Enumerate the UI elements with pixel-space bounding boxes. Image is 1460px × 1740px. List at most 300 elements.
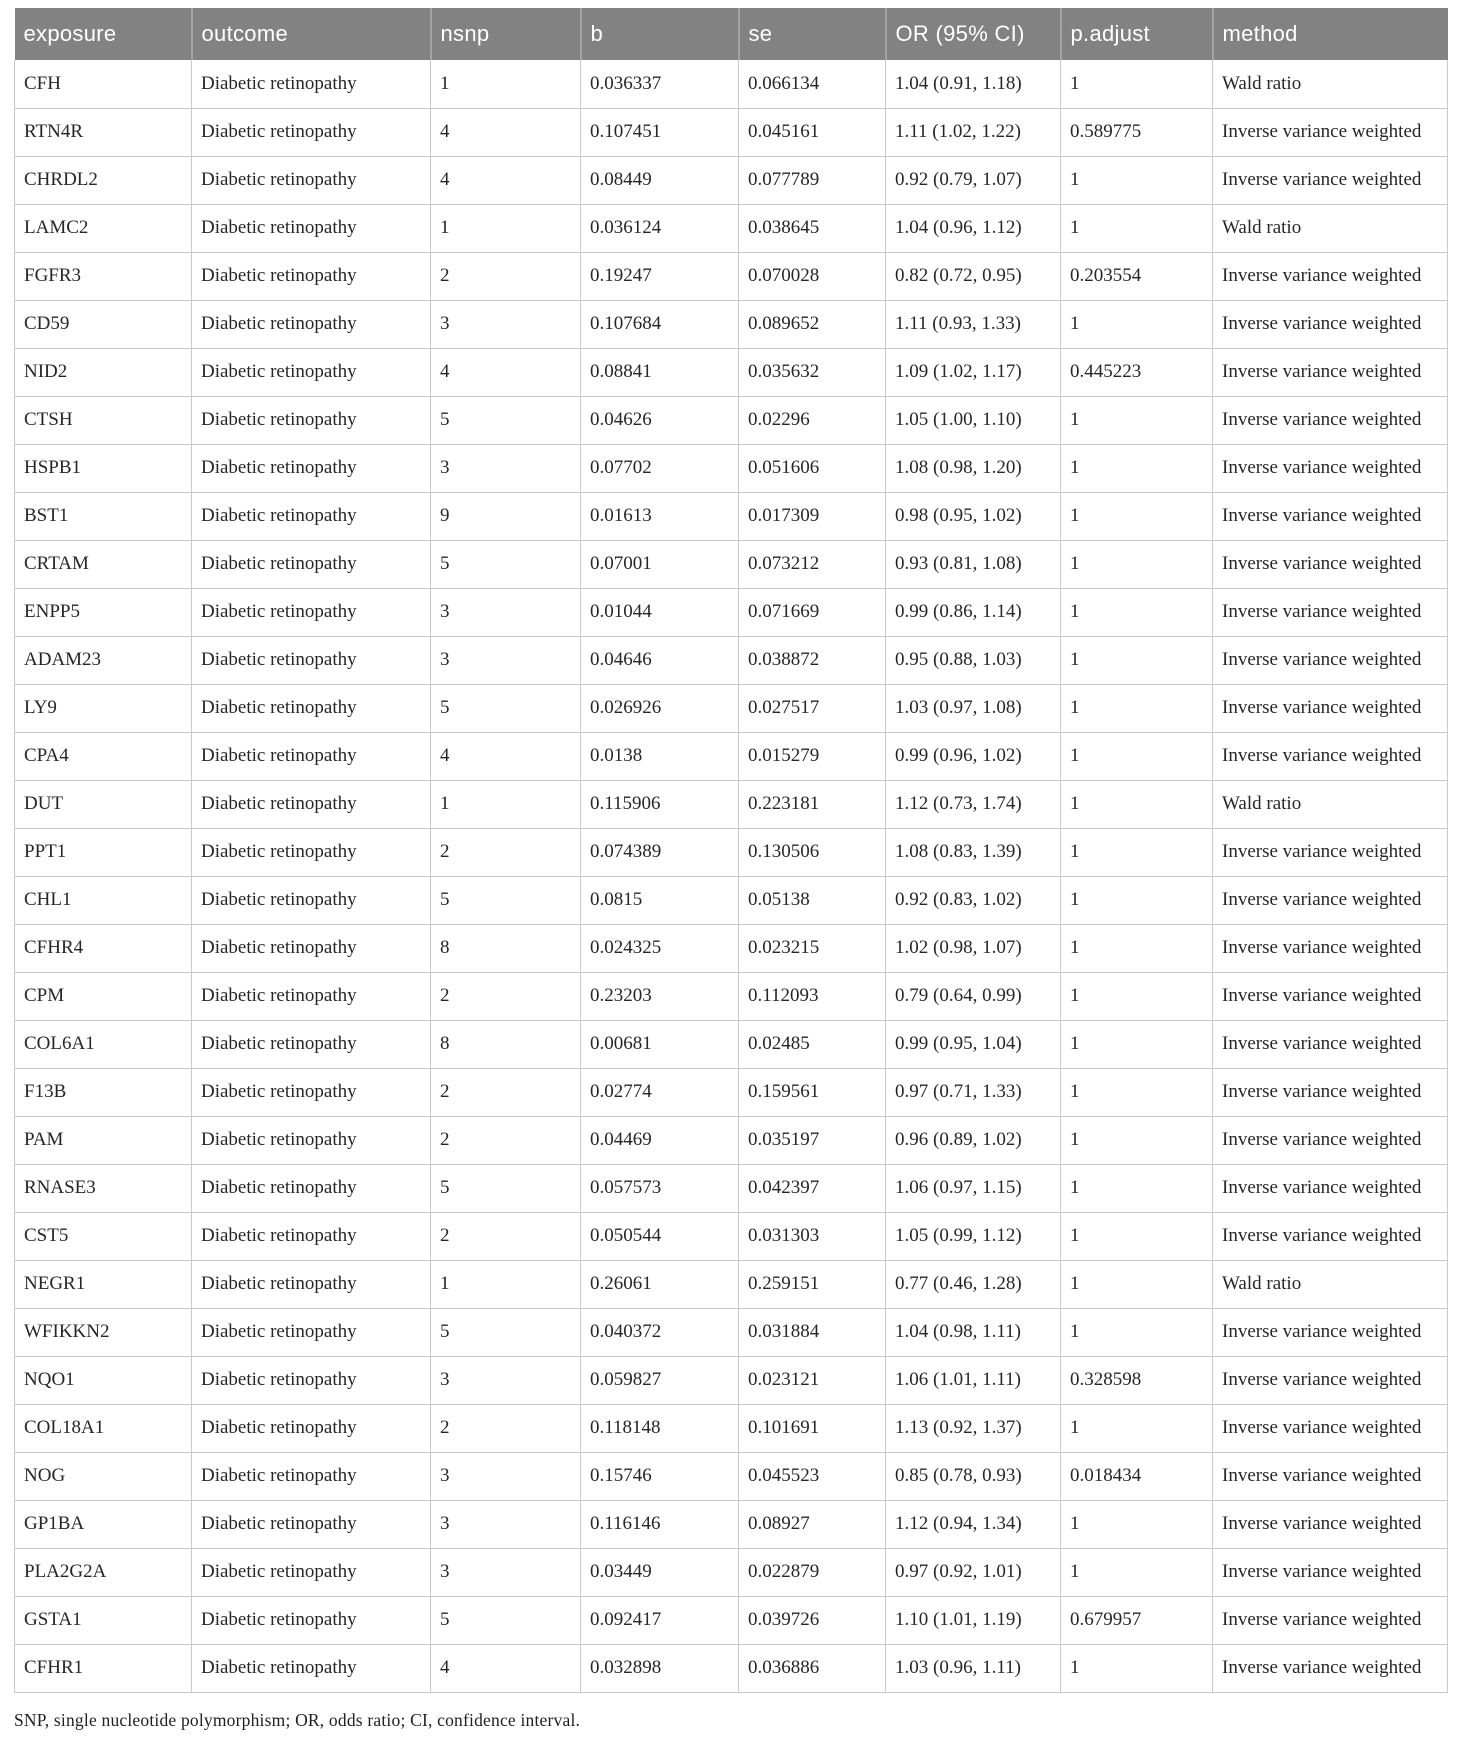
cell-method: Inverse variance weighted: [1213, 492, 1448, 540]
cell-nsnp: 1: [431, 780, 581, 828]
cell-se: 0.05138: [739, 876, 886, 924]
table-row: [15, 252, 1448, 300]
cell-p-adjust: 1: [1061, 60, 1213, 108]
cell-exposure: COL6A1: [15, 1020, 192, 1068]
cell-exposure: BST1: [15, 492, 192, 540]
cell-nsnp: 2: [431, 1404, 581, 1452]
table-row: [15, 1068, 1448, 1116]
cell-nsnp: 3: [431, 1548, 581, 1596]
cell-p-adjust: 1: [1061, 492, 1213, 540]
cell-b: 0.04626: [581, 396, 739, 444]
cell-method: Inverse variance weighted: [1213, 1644, 1448, 1692]
cell-method: Inverse variance weighted: [1213, 828, 1448, 876]
cell-method: Inverse variance weighted: [1213, 1212, 1448, 1260]
cell-method: Inverse variance weighted: [1213, 924, 1448, 972]
cell-nsnp: 4: [431, 348, 581, 396]
table-row: [15, 684, 1448, 732]
cell-p-adjust: 0.203554: [1061, 252, 1213, 300]
cell-nsnp: 3: [431, 300, 581, 348]
cell-method: Inverse variance weighted: [1213, 588, 1448, 636]
cell-p-adjust: 1: [1061, 1164, 1213, 1212]
cell-outcome: Diabetic retinopathy: [192, 204, 431, 252]
cell-or-ci: 0.99 (0.96, 1.02): [886, 732, 1061, 780]
cell-b: 0.116146: [581, 1500, 739, 1548]
cell-outcome: Diabetic retinopathy: [192, 1020, 431, 1068]
cell-nsnp: 1: [431, 204, 581, 252]
cell-p-adjust: 1: [1061, 300, 1213, 348]
cell-or-ci: 0.79 (0.64, 0.99): [886, 972, 1061, 1020]
cell-or-ci: 1.11 (1.02, 1.22): [886, 108, 1061, 156]
cell-b: 0.07001: [581, 540, 739, 588]
cell-exposure: GSTA1: [15, 1596, 192, 1644]
cell-outcome: Diabetic retinopathy: [192, 828, 431, 876]
table-row: [15, 492, 1448, 540]
cell-p-adjust: 1: [1061, 876, 1213, 924]
cell-outcome: Diabetic retinopathy: [192, 1500, 431, 1548]
column-header-method: method: [1213, 8, 1448, 60]
cell-b: 0.04469: [581, 1116, 739, 1164]
cell-exposure: CHL1: [15, 876, 192, 924]
cell-b: 0.01044: [581, 588, 739, 636]
cell-outcome: Diabetic retinopathy: [192, 1596, 431, 1644]
cell-method: Inverse variance weighted: [1213, 1500, 1448, 1548]
cell-p-adjust: 0.328598: [1061, 1356, 1213, 1404]
table-row: [15, 444, 1448, 492]
cell-exposure: GP1BA: [15, 1500, 192, 1548]
cell-exposure: CTSH: [15, 396, 192, 444]
cell-exposure: PAM: [15, 1116, 192, 1164]
cell-p-adjust: 0.679957: [1061, 1596, 1213, 1644]
cell-b: 0.15746: [581, 1452, 739, 1500]
cell-b: 0.118148: [581, 1404, 739, 1452]
column-header-b: b: [581, 8, 739, 60]
table-row: [15, 1404, 1448, 1452]
cell-or-ci: 1.08 (0.98, 1.20): [886, 444, 1061, 492]
cell-p-adjust: 1: [1061, 828, 1213, 876]
cell-b: 0.26061: [581, 1260, 739, 1308]
cell-nsnp: 5: [431, 396, 581, 444]
cell-exposure: WFIKKN2: [15, 1308, 192, 1356]
cell-or-ci: 0.77 (0.46, 1.28): [886, 1260, 1061, 1308]
cell-method: Inverse variance weighted: [1213, 1548, 1448, 1596]
table-row: [15, 972, 1448, 1020]
cell-p-adjust: 1: [1061, 444, 1213, 492]
cell-method: Inverse variance weighted: [1213, 1596, 1448, 1644]
cell-or-ci: 0.93 (0.81, 1.08): [886, 540, 1061, 588]
cell-outcome: Diabetic retinopathy: [192, 156, 431, 204]
table-row: [15, 156, 1448, 204]
table-row: [15, 588, 1448, 636]
table-row: [15, 300, 1448, 348]
cell-nsnp: 2: [431, 1212, 581, 1260]
cell-se: 0.070028: [739, 252, 886, 300]
cell-se: 0.038645: [739, 204, 886, 252]
column-header-exposure: exposure: [15, 8, 192, 60]
cell-method: Wald ratio: [1213, 1260, 1448, 1308]
cell-exposure: CPA4: [15, 732, 192, 780]
cell-exposure: CFHR4: [15, 924, 192, 972]
cell-p-adjust: 1: [1061, 1404, 1213, 1452]
cell-exposure: PLA2G2A: [15, 1548, 192, 1596]
cell-se: 0.039726: [739, 1596, 886, 1644]
cell-exposure: CFHR1: [15, 1644, 192, 1692]
cell-or-ci: 1.11 (0.93, 1.33): [886, 300, 1061, 348]
cell-nsnp: 9: [431, 492, 581, 540]
cell-se: 0.022879: [739, 1548, 886, 1596]
column-header-se: se: [739, 8, 886, 60]
cell-p-adjust: 0.445223: [1061, 348, 1213, 396]
cell-se: 0.035197: [739, 1116, 886, 1164]
results-table-container: [14, 8, 1447, 1693]
cell-or-ci: 0.82 (0.72, 0.95): [886, 252, 1061, 300]
cell-se: 0.08927: [739, 1500, 886, 1548]
cell-exposure: DUT: [15, 780, 192, 828]
column-header-outcome: outcome: [192, 8, 431, 60]
cell-method: Inverse variance weighted: [1213, 444, 1448, 492]
cell-method: Inverse variance weighted: [1213, 1404, 1448, 1452]
cell-nsnp: 8: [431, 1020, 581, 1068]
cell-exposure: RNASE3: [15, 1164, 192, 1212]
cell-p-adjust: 1: [1061, 204, 1213, 252]
cell-method: Inverse variance weighted: [1213, 108, 1448, 156]
cell-se: 0.077789: [739, 156, 886, 204]
cell-or-ci: 1.05 (1.00, 1.10): [886, 396, 1061, 444]
cell-p-adjust: 1: [1061, 156, 1213, 204]
table-row: [15, 1500, 1448, 1548]
cell-outcome: Diabetic retinopathy: [192, 1164, 431, 1212]
cell-outcome: Diabetic retinopathy: [192, 348, 431, 396]
cell-outcome: Diabetic retinopathy: [192, 540, 431, 588]
cell-outcome: Diabetic retinopathy: [192, 1308, 431, 1356]
cell-nsnp: 3: [431, 1500, 581, 1548]
cell-se: 0.023121: [739, 1356, 886, 1404]
cell-or-ci: 0.95 (0.88, 1.03): [886, 636, 1061, 684]
cell-outcome: Diabetic retinopathy: [192, 588, 431, 636]
cell-b: 0.024325: [581, 924, 739, 972]
cell-se: 0.027517: [739, 684, 886, 732]
cell-outcome: Diabetic retinopathy: [192, 1452, 431, 1500]
cell-b: 0.00681: [581, 1020, 739, 1068]
cell-or-ci: 1.06 (0.97, 1.15): [886, 1164, 1061, 1212]
cell-se: 0.259151: [739, 1260, 886, 1308]
cell-se: 0.045523: [739, 1452, 886, 1500]
cell-nsnp: 1: [431, 1260, 581, 1308]
cell-or-ci: 1.12 (0.73, 1.74): [886, 780, 1061, 828]
cell-p-adjust: 0.018434: [1061, 1452, 1213, 1500]
cell-or-ci: 0.98 (0.95, 1.02): [886, 492, 1061, 540]
cell-or-ci: 1.02 (0.98, 1.07): [886, 924, 1061, 972]
cell-se: 0.036886: [739, 1644, 886, 1692]
cell-p-adjust: 1: [1061, 780, 1213, 828]
cell-method: Inverse variance weighted: [1213, 1020, 1448, 1068]
cell-outcome: Diabetic retinopathy: [192, 1356, 431, 1404]
cell-or-ci: 0.99 (0.86, 1.14): [886, 588, 1061, 636]
cell-b: 0.02774: [581, 1068, 739, 1116]
cell-method: Inverse variance weighted: [1213, 1116, 1448, 1164]
mr-results-table: [14, 8, 1448, 1693]
cell-or-ci: 0.85 (0.78, 0.93): [886, 1452, 1061, 1500]
cell-exposure: CRTAM: [15, 540, 192, 588]
cell-p-adjust: 0.589775: [1061, 108, 1213, 156]
cell-exposure: LY9: [15, 684, 192, 732]
cell-b: 0.026926: [581, 684, 739, 732]
cell-p-adjust: 1: [1061, 1308, 1213, 1356]
cell-outcome: Diabetic retinopathy: [192, 1644, 431, 1692]
cell-b: 0.107451: [581, 108, 739, 156]
cell-outcome: Diabetic retinopathy: [192, 60, 431, 108]
cell-exposure: NQO1: [15, 1356, 192, 1404]
cell-outcome: Diabetic retinopathy: [192, 636, 431, 684]
cell-exposure: HSPB1: [15, 444, 192, 492]
cell-b: 0.059827: [581, 1356, 739, 1404]
cell-nsnp: 4: [431, 732, 581, 780]
cell-or-ci: 1.04 (0.98, 1.11): [886, 1308, 1061, 1356]
cell-b: 0.0138: [581, 732, 739, 780]
cell-or-ci: 1.13 (0.92, 1.37): [886, 1404, 1061, 1452]
cell-method: Inverse variance weighted: [1213, 540, 1448, 588]
cell-p-adjust: 1: [1061, 1548, 1213, 1596]
cell-se: 0.042397: [739, 1164, 886, 1212]
cell-outcome: Diabetic retinopathy: [192, 1260, 431, 1308]
cell-outcome: Diabetic retinopathy: [192, 1548, 431, 1596]
cell-or-ci: 1.10 (1.01, 1.19): [886, 1596, 1061, 1644]
cell-method: Inverse variance weighted: [1213, 684, 1448, 732]
cell-or-ci: 1.03 (0.96, 1.11): [886, 1644, 1061, 1692]
cell-exposure: NOG: [15, 1452, 192, 1500]
cell-b: 0.01613: [581, 492, 739, 540]
cell-b: 0.074389: [581, 828, 739, 876]
column-header-or-ci: OR (95% CI): [886, 8, 1061, 60]
cell-nsnp: 3: [431, 1356, 581, 1404]
cell-nsnp: 2: [431, 1116, 581, 1164]
cell-se: 0.02296: [739, 396, 886, 444]
cell-outcome: Diabetic retinopathy: [192, 108, 431, 156]
cell-nsnp: 5: [431, 684, 581, 732]
cell-nsnp: 5: [431, 540, 581, 588]
cell-se: 0.031303: [739, 1212, 886, 1260]
cell-exposure: CST5: [15, 1212, 192, 1260]
cell-b: 0.040372: [581, 1308, 739, 1356]
cell-method: Inverse variance weighted: [1213, 396, 1448, 444]
table-row: [15, 348, 1448, 396]
cell-b: 0.08449: [581, 156, 739, 204]
cell-p-adjust: 1: [1061, 1212, 1213, 1260]
cell-outcome: Diabetic retinopathy: [192, 444, 431, 492]
cell-b: 0.036337: [581, 60, 739, 108]
cell-b: 0.0815: [581, 876, 739, 924]
cell-se: 0.017309: [739, 492, 886, 540]
cell-b: 0.19247: [581, 252, 739, 300]
cell-nsnp: 5: [431, 876, 581, 924]
table-row: [15, 1020, 1448, 1068]
cell-exposure: F13B: [15, 1068, 192, 1116]
cell-exposure: NID2: [15, 348, 192, 396]
cell-exposure: RTN4R: [15, 108, 192, 156]
cell-exposure: ENPP5: [15, 588, 192, 636]
cell-b: 0.032898: [581, 1644, 739, 1692]
cell-se: 0.066134: [739, 60, 886, 108]
cell-nsnp: 8: [431, 924, 581, 972]
cell-se: 0.023215: [739, 924, 886, 972]
cell-or-ci: 0.97 (0.92, 1.01): [886, 1548, 1061, 1596]
cell-or-ci: 1.04 (0.96, 1.12): [886, 204, 1061, 252]
cell-p-adjust: 1: [1061, 1116, 1213, 1164]
cell-se: 0.015279: [739, 732, 886, 780]
table-row: [15, 1596, 1448, 1644]
cell-exposure: PPT1: [15, 828, 192, 876]
cell-method: Inverse variance weighted: [1213, 1356, 1448, 1404]
table-row: [15, 108, 1448, 156]
cell-outcome: Diabetic retinopathy: [192, 924, 431, 972]
cell-method: Inverse variance weighted: [1213, 348, 1448, 396]
cell-p-adjust: 1: [1061, 924, 1213, 972]
cell-exposure: LAMC2: [15, 204, 192, 252]
cell-method: Inverse variance weighted: [1213, 1068, 1448, 1116]
cell-outcome: Diabetic retinopathy: [192, 252, 431, 300]
cell-method: Inverse variance weighted: [1213, 636, 1448, 684]
cell-nsnp: 3: [431, 1452, 581, 1500]
cell-method: Wald ratio: [1213, 204, 1448, 252]
cell-nsnp: 2: [431, 828, 581, 876]
cell-exposure: ADAM23: [15, 636, 192, 684]
cell-method: Inverse variance weighted: [1213, 1164, 1448, 1212]
cell-nsnp: 5: [431, 1308, 581, 1356]
cell-outcome: Diabetic retinopathy: [192, 732, 431, 780]
cell-nsnp: 5: [431, 1164, 581, 1212]
cell-nsnp: 5: [431, 1596, 581, 1644]
cell-method: Inverse variance weighted: [1213, 1308, 1448, 1356]
cell-or-ci: 1.09 (1.02, 1.17): [886, 348, 1061, 396]
cell-p-adjust: 1: [1061, 636, 1213, 684]
table-body: [15, 60, 1448, 1692]
cell-p-adjust: 1: [1061, 1260, 1213, 1308]
table-row: [15, 60, 1448, 108]
cell-b: 0.107684: [581, 300, 739, 348]
cell-or-ci: 1.06 (1.01, 1.11): [886, 1356, 1061, 1404]
table-row: [15, 1644, 1448, 1692]
cell-or-ci: 1.03 (0.97, 1.08): [886, 684, 1061, 732]
cell-p-adjust: 1: [1061, 972, 1213, 1020]
table-row: [15, 1356, 1448, 1404]
cell-b: 0.03449: [581, 1548, 739, 1596]
column-header-p-adjust: p.adjust: [1061, 8, 1213, 60]
cell-p-adjust: 1: [1061, 1644, 1213, 1692]
table-row: [15, 876, 1448, 924]
table-row: [15, 1548, 1448, 1596]
cell-se: 0.031884: [739, 1308, 886, 1356]
cell-p-adjust: 1: [1061, 1068, 1213, 1116]
table-row: [15, 1164, 1448, 1212]
cell-se: 0.112093: [739, 972, 886, 1020]
cell-or-ci: 0.99 (0.95, 1.04): [886, 1020, 1061, 1068]
cell-outcome: Diabetic retinopathy: [192, 876, 431, 924]
cell-outcome: Diabetic retinopathy: [192, 684, 431, 732]
table-footnote: SNP, single nucleotide polymorphism; OR, odds ratio; CI, confidence interval.: [14, 1710, 581, 1730]
table-row: [15, 1212, 1448, 1260]
cell-nsnp: 2: [431, 252, 581, 300]
table-row: [15, 540, 1448, 588]
cell-se: 0.223181: [739, 780, 886, 828]
cell-p-adjust: 1: [1061, 1500, 1213, 1548]
table-row: [15, 1308, 1448, 1356]
cell-se: 0.073212: [739, 540, 886, 588]
cell-exposure: FGFR3: [15, 252, 192, 300]
cell-outcome: Diabetic retinopathy: [192, 1116, 431, 1164]
cell-p-adjust: 1: [1061, 396, 1213, 444]
cell-outcome: Diabetic retinopathy: [192, 492, 431, 540]
table-row: [15, 396, 1448, 444]
cell-p-adjust: 1: [1061, 732, 1213, 780]
cell-or-ci: 0.92 (0.83, 1.02): [886, 876, 1061, 924]
cell-nsnp: 4: [431, 156, 581, 204]
cell-method: Inverse variance weighted: [1213, 300, 1448, 348]
cell-se: 0.159561: [739, 1068, 886, 1116]
table-row: [15, 636, 1448, 684]
cell-nsnp: 2: [431, 972, 581, 1020]
header-row: [15, 8, 1448, 60]
cell-se: 0.035632: [739, 348, 886, 396]
cell-outcome: Diabetic retinopathy: [192, 1404, 431, 1452]
cell-method: Inverse variance weighted: [1213, 156, 1448, 204]
table-row: [15, 780, 1448, 828]
table-row: [15, 1260, 1448, 1308]
cell-se: 0.089652: [739, 300, 886, 348]
cell-p-adjust: 1: [1061, 540, 1213, 588]
cell-or-ci: 0.97 (0.71, 1.33): [886, 1068, 1061, 1116]
cell-p-adjust: 1: [1061, 1020, 1213, 1068]
table-row: [15, 924, 1448, 972]
cell-nsnp: 3: [431, 444, 581, 492]
cell-p-adjust: 1: [1061, 588, 1213, 636]
cell-nsnp: 4: [431, 108, 581, 156]
cell-b: 0.036124: [581, 204, 739, 252]
cell-nsnp: 3: [431, 588, 581, 636]
cell-method: Inverse variance weighted: [1213, 876, 1448, 924]
cell-nsnp: 3: [431, 636, 581, 684]
table-row: [15, 1452, 1448, 1500]
cell-or-ci: 1.05 (0.99, 1.12): [886, 1212, 1061, 1260]
cell-outcome: Diabetic retinopathy: [192, 396, 431, 444]
cell-b: 0.092417: [581, 1596, 739, 1644]
cell-or-ci: 1.04 (0.91, 1.18): [886, 60, 1061, 108]
cell-se: 0.051606: [739, 444, 886, 492]
cell-b: 0.050544: [581, 1212, 739, 1260]
table-row: [15, 732, 1448, 780]
cell-exposure: CD59: [15, 300, 192, 348]
cell-nsnp: 4: [431, 1644, 581, 1692]
cell-b: 0.057573: [581, 1164, 739, 1212]
table-row: [15, 1116, 1448, 1164]
table-header: [15, 8, 1448, 60]
cell-se: 0.101691: [739, 1404, 886, 1452]
cell-b: 0.04646: [581, 636, 739, 684]
cell-or-ci: 0.92 (0.79, 1.07): [886, 156, 1061, 204]
cell-outcome: Diabetic retinopathy: [192, 1212, 431, 1260]
cell-method: Wald ratio: [1213, 60, 1448, 108]
cell-se: 0.130506: [739, 828, 886, 876]
cell-exposure: CFH: [15, 60, 192, 108]
cell-b: 0.23203: [581, 972, 739, 1020]
cell-b: 0.08841: [581, 348, 739, 396]
cell-se: 0.071669: [739, 588, 886, 636]
cell-nsnp: 1: [431, 60, 581, 108]
cell-exposure: CHRDL2: [15, 156, 192, 204]
cell-method: Inverse variance weighted: [1213, 252, 1448, 300]
cell-nsnp: 2: [431, 1068, 581, 1116]
cell-b: 0.115906: [581, 780, 739, 828]
cell-method: Inverse variance weighted: [1213, 1452, 1448, 1500]
cell-or-ci: 1.12 (0.94, 1.34): [886, 1500, 1061, 1548]
